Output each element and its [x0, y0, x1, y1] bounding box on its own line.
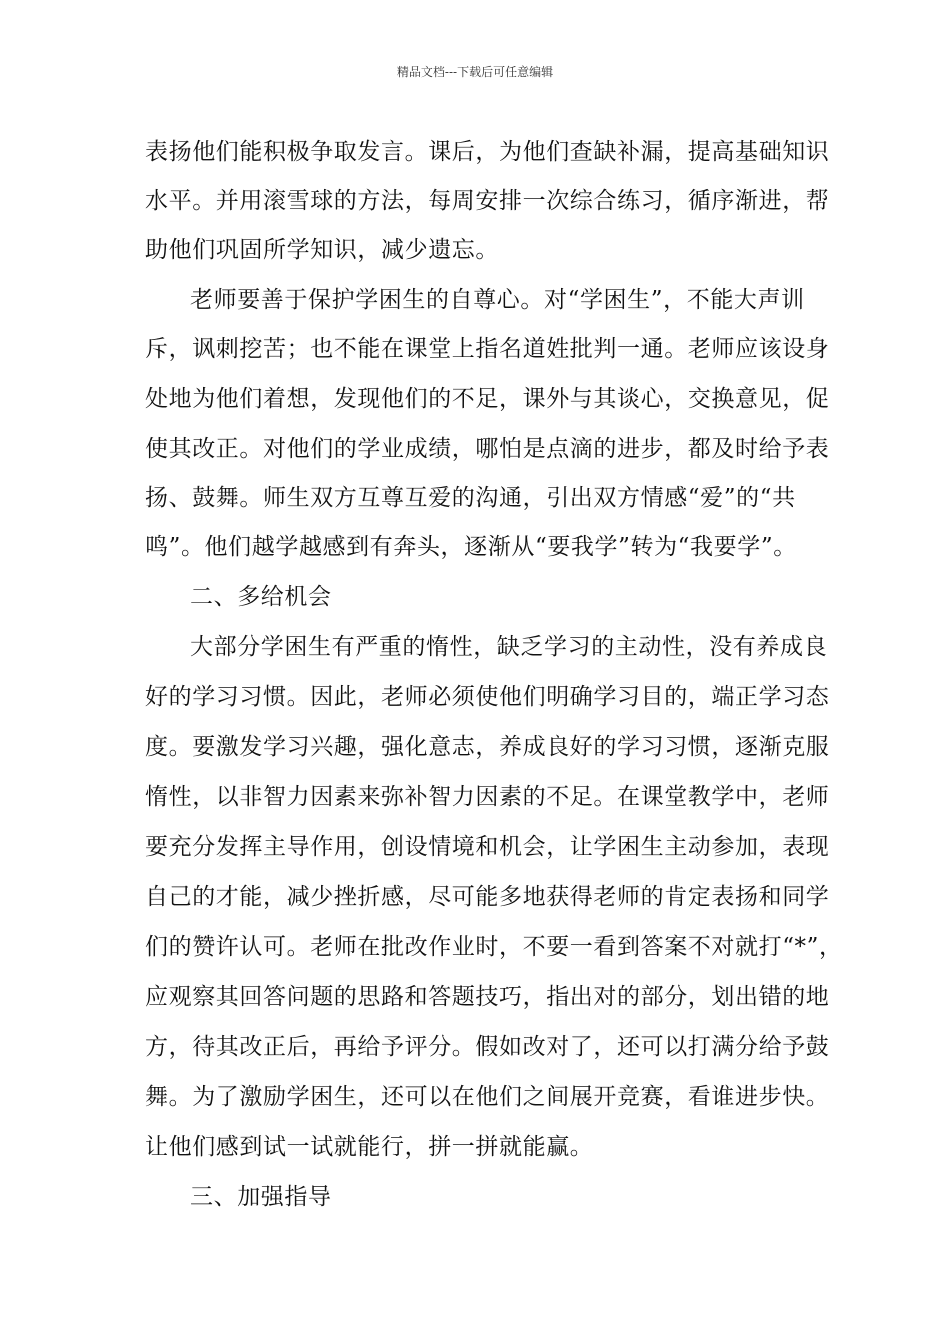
text-line: 自己的才能，减少挫折感，尽可能多地获得老师的肯定表扬和同学: [145, 884, 830, 910]
text-line: 大部分学困生有严重的惰性，缺乏学习的主动性，没有养成良: [190, 634, 828, 660]
text-line: 方，待其改正后，再给予评分。假如改对了，还可以打满分给予鼓: [145, 1034, 830, 1060]
text-line: 度。要激发学习兴趣，强化意志，养成良好的学习习惯，逐渐克服: [145, 734, 830, 760]
page-header: 精品文档---下载后可任意编辑: [396, 65, 554, 79]
text-line: 要充分发挥主导作用，创设情境和机会，让学困生主动参加，表现: [145, 834, 830, 860]
text-line: 鸣”。他们越学越感到有奔头，逐渐从“要我学”转为“我要学”。: [145, 534, 797, 560]
section-heading: 三、加强指导: [190, 1184, 332, 1210]
text-line: 让他们感到试一试就能行，拼一拼就能赢。: [145, 1134, 594, 1160]
text-line: 惰性，以非智力因素来弥补智力因素的不足。在课堂教学中，老师: [145, 784, 830, 810]
text-line: 处地为他们着想，发现他们的不足，课外与其谈心，交换意见，促: [145, 386, 830, 412]
text-line: 扬、鼓舞。师生双方互尊互爱的沟通，引出双方情感“爱”的“共: [145, 485, 796, 511]
text-line: 老师要善于保护学困生的自尊心。对“学困生”，不能大声训: [190, 287, 805, 313]
text-line: 好的学习习惯。因此，老师必须使他们明确学习目的，端正学习态: [145, 684, 830, 710]
text-line: 舞。为了激励学困生，还可以在他们之间展开竞赛，看谁进步快。: [145, 1084, 830, 1110]
text-line: 使其改正。对他们的学业成绩，哪怕是点滴的进步，都及时给予表: [145, 436, 830, 462]
text-line: 应观察其回答问题的思路和答题技巧，指出对的部分，划出错的地: [145, 984, 830, 1010]
text-line: 斥，讽刺挖苦；也不能在课堂上指名道姓批判一通。老师应该设身: [145, 336, 830, 362]
section-heading: 二、多给机会: [190, 584, 332, 610]
text-line: 们的赞许认可。老师在批改作业时，不要一看到答案不对就打“*”，: [145, 934, 843, 960]
text-line: 助他们巩固所学知识，减少遗忘。: [145, 237, 499, 263]
text-line: 水平。并用滚雪球的方法，每周安排一次综合练习，循序渐进，帮: [145, 188, 830, 214]
text-line: 表扬他们能积极争取发言。课后，为他们查缺补漏，提高基础知识: [145, 139, 830, 165]
